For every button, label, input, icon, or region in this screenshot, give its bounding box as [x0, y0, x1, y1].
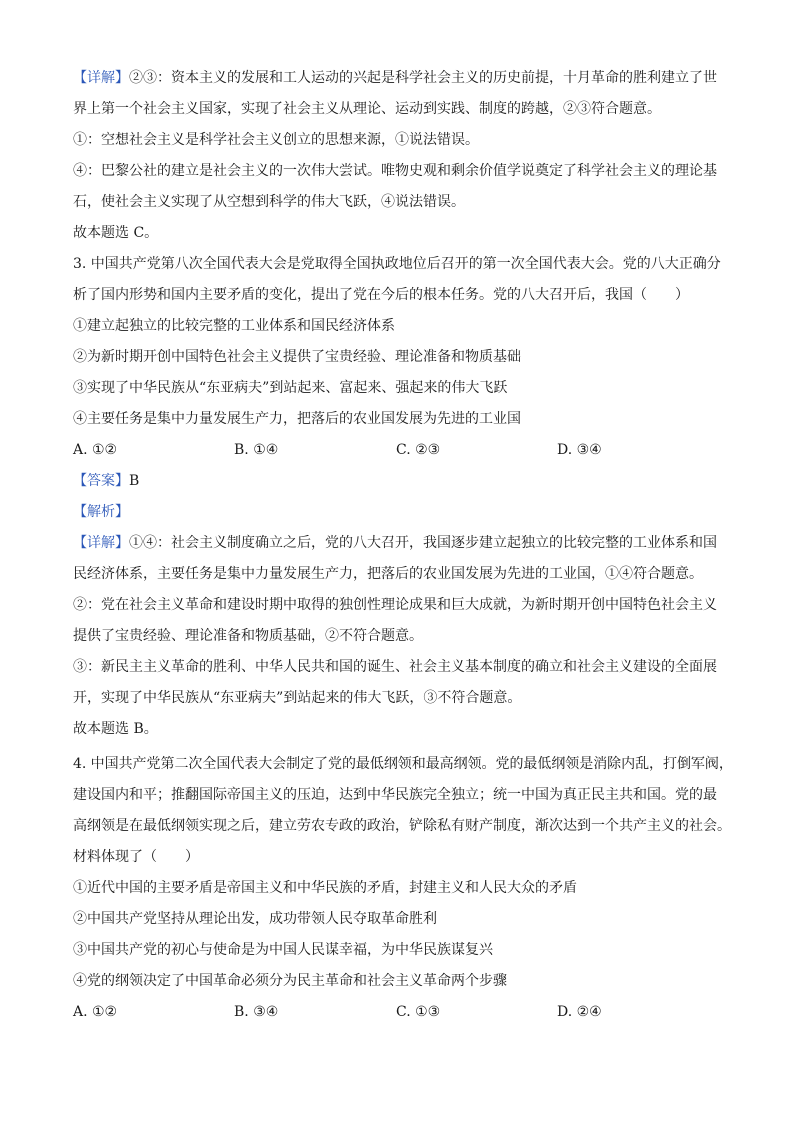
q3-detail-line-6: 开，实现了中华民族从“东亚病夫”到站起来的伟大飞跃，③不符合题意。	[73, 690, 522, 706]
q4-stem-line-2: 建设国内和平；推翻国际帝国主义的压迫，达到中华民族完全独立；统一中国为真正民主共和国。党的最	[73, 787, 717, 803]
q3-option-b: B. ①④	[234, 442, 279, 458]
q2-detail-line-1	[73, 69, 733, 87]
q4-item-2: ②中国共产党坚持从理论出发，成功带领人民夺取革命胜利	[73, 911, 437, 927]
analysis-tag: 【解析】	[73, 504, 129, 520]
q2-point-4-line-2: 石，使社会主义实现了从空想到科学的伟大飞跃，④说法错误。	[73, 194, 465, 210]
q3-detail-line-3: ②：党在社会主义革命和建设时期中取得的独创性理论成果和巨大成就，为新时期开创中国特色社会主义	[73, 597, 717, 613]
q4-item-1: ①近代中国的主要矛盾是帝国主义和中华民族的矛盾，封建主义和人民大众的矛盾	[73, 880, 577, 896]
q3-item-3: ③实现了中华民族从“东亚病夫”到站起来、富起来、强起来的伟大飞跃	[73, 380, 508, 396]
q3-conclusion: 故本题选 B。	[73, 721, 158, 737]
q3-stem-line-1: 3. 中国共产党第八次全国代表大会是党取得全国执政地位后召开的第一次全国代表大会。党的八大正确分	[73, 256, 721, 272]
q3-option-a: A. ①②	[73, 442, 118, 458]
q2-point-1: ①：空想社会主义是科学社会主义创立的思想来源，①说法错误。	[73, 132, 479, 148]
q2-detail-text-1: ②③：资本主义的发展和工人运动的兴起是科学社会主义的历史前提，十月革命的胜利建立了世	[129, 70, 717, 86]
q3-detail-line-4: 提供了宝贵经验、理论准备和物质基础，②不符合题意。	[73, 628, 423, 644]
q4-option-c: C. ①③	[396, 1004, 441, 1020]
q4-option-a: A. ①②	[73, 1004, 118, 1020]
q4-option-b: B. ③④	[234, 1004, 279, 1020]
answer-tag: 【答案】	[73, 473, 129, 489]
q2-point-4-line-1: ④：巴黎公社的建立是社会主义的一次伟大尝试。唯物史观和剩余价值学说奠定了科学社会主义的理论基	[73, 163, 717, 179]
q2-detail-line-2: 界上第一个社会主义国家，实现了社会主义从理论、运动到实践、制度的跨越，②③符合题意。	[73, 101, 661, 117]
q4-stem-line-4: 材料体现了（ ）	[73, 849, 199, 865]
q3-detail-text-1: ①④：社会主义制度确立之后，党的八大召开，我国逐步建立起独立的比较完整的工业体系和国	[129, 535, 717, 551]
q3-stem-line-2: 析了国内形势和国内主要矛盾的变化，提出了党在今后的根本任务。党的八大召开后，我国（ ）	[73, 287, 689, 303]
q3-detail-line-1	[73, 534, 733, 552]
q4-item-3: ③中国共产党的初心与使命是为中国人民谋幸福，为中华民族谋复兴	[73, 942, 493, 958]
q3-item-1: ①建立起独立的比较完整的工业体系和国民经济体系	[73, 318, 395, 334]
q3-answer	[73, 472, 733, 490]
answer-value: B	[129, 473, 140, 489]
detail-tag: 【详解】	[73, 535, 129, 551]
q4-stem-line-3: 高纲领是在最低纲领实现之后，建立劳农专政的政治，铲除私有财产制度，渐次达到一个共产主义的社会。	[73, 818, 731, 834]
q2-conclusion: 故本题选 C。	[73, 225, 159, 241]
q3-detail-line-5: ③：新民主主义革命的胜利、中华人民共和国的诞生、社会主义基本制度的确立和社会主义建设的全面展	[73, 659, 717, 675]
q3-item-4: ④主要任务是集中力量发展生产力，把落后的农业国发展为先进的工业国	[73, 411, 521, 427]
detail-tag: 【详解】	[73, 70, 129, 86]
q3-detail-line-2: 民经济体系，主要任务是集中力量发展生产力，把落后的农业国发展为先进的工业国，①④符合题意。	[73, 566, 703, 582]
q4-option-d: D. ②④	[557, 1004, 602, 1020]
q4-stem-line-1: 4. 中国共产党第二次全国代表大会制定了党的最低纲领和最高纲领。党的最低纲领是消除内乱，打倒军阀，	[73, 756, 733, 772]
q3-option-d: D. ③④	[557, 442, 602, 458]
q3-item-2: ②为新时期开创中国特色社会主义提供了宝贵经验、理论准备和物质基础	[73, 349, 521, 365]
q4-item-4: ④党的纲领决定了中国革命必须分为民主革命和社会主义革命两个步骤	[73, 973, 507, 989]
q3-option-c: C. ②③	[396, 442, 441, 458]
